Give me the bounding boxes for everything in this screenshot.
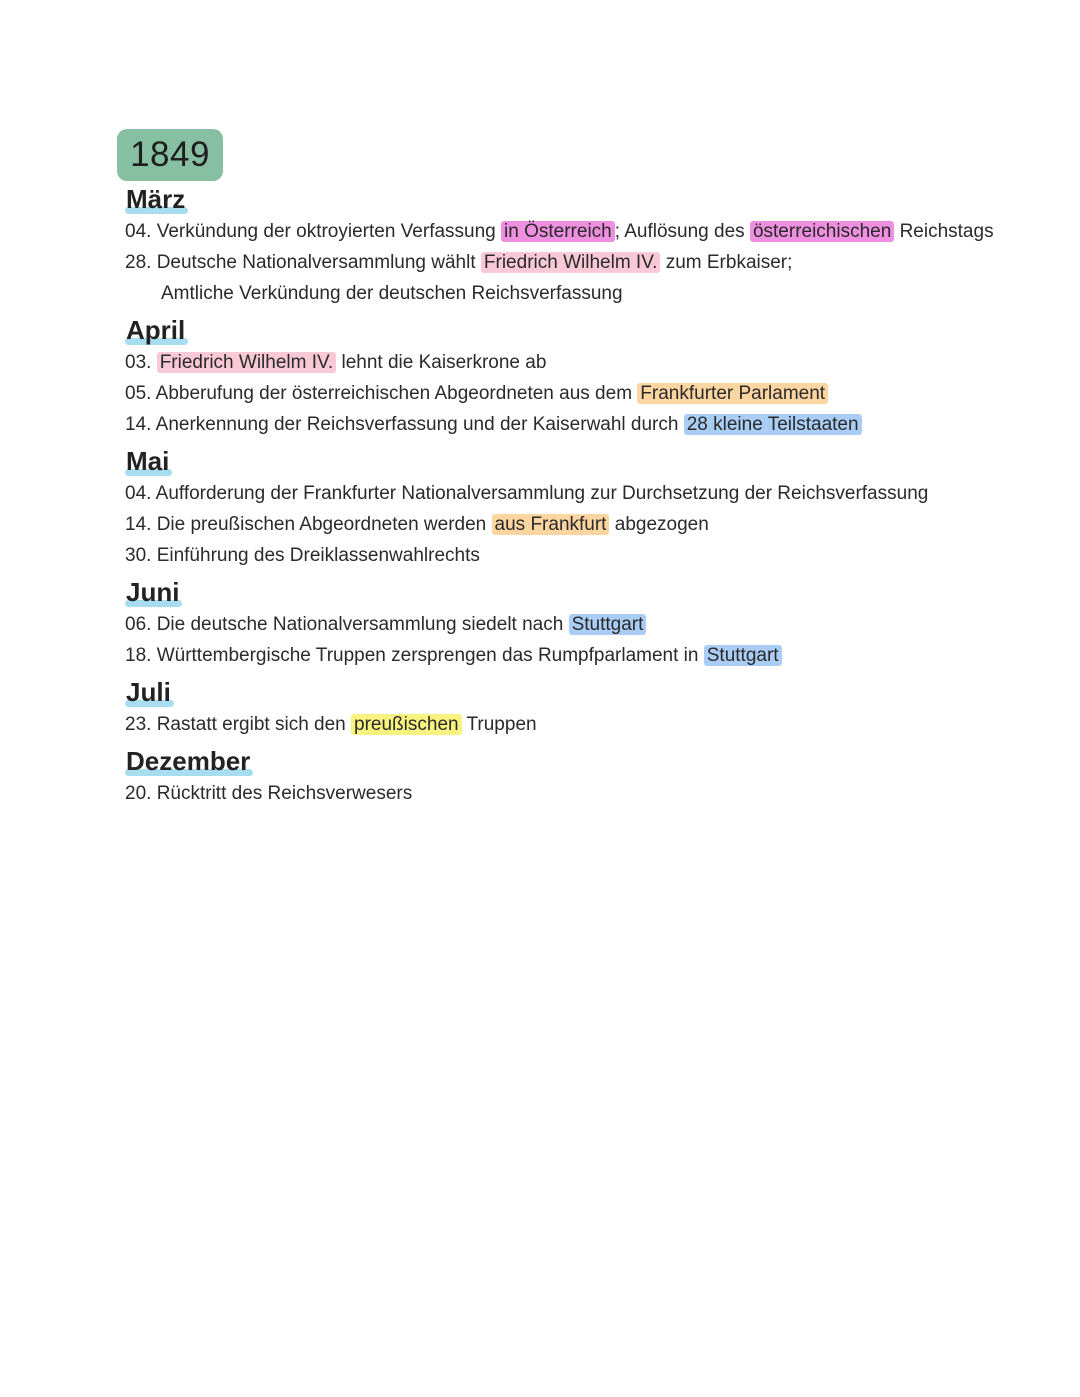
entry-text: 28. Deutsche Nationalversammlung wählt bbox=[125, 252, 481, 273]
highlighted-text: Friedrich Wilhelm IV. bbox=[157, 352, 337, 373]
highlighted-text: Friedrich Wilhelm IV. bbox=[481, 252, 661, 273]
year-badge: 1849 bbox=[117, 129, 223, 181]
entry-text: 14. Die preußischen Abgeordneten werden bbox=[125, 514, 492, 535]
month-section bbox=[125, 442, 1045, 571]
timeline-entry bbox=[125, 478, 1045, 509]
entry-text: 03. bbox=[125, 352, 157, 373]
entry-text: zum Erbkaiser; bbox=[660, 252, 793, 273]
highlighted-text: 28 kleine Teilstaaten bbox=[684, 414, 862, 435]
highlighted-text: Frankfurter Parlament bbox=[637, 383, 828, 404]
entry-text: 06. Die deutsche Nationalversammlung siedelt nach bbox=[125, 614, 569, 635]
month-section bbox=[125, 673, 1045, 740]
entry-text: Reichstags bbox=[894, 221, 994, 242]
entry-text: Amtliche Verkündung der deutschen Reichsverfassung bbox=[161, 283, 623, 304]
entry-text: abgezogen bbox=[609, 514, 709, 535]
month-section bbox=[125, 573, 1045, 671]
entry-text: 20. Rücktritt des Reichsverwesers bbox=[125, 783, 413, 804]
timeline bbox=[125, 180, 1045, 811]
entry-text: 30. Einführung des Dreiklassenwahlrechts bbox=[125, 545, 480, 566]
highlighted-text: preußischen bbox=[351, 714, 462, 735]
entry-text: ; Auflösung des bbox=[614, 221, 750, 242]
month-heading: Mai bbox=[125, 444, 172, 478]
month-heading: Juli bbox=[125, 675, 174, 709]
highlighted-text: in Österreich bbox=[501, 221, 615, 242]
entry-text: 04. Verkündung der oktroyierten Verfassung bbox=[125, 221, 502, 242]
highlighted-text: Stuttgart bbox=[569, 614, 647, 635]
entry-text: lehnt die Kaiserkrone ab bbox=[336, 352, 547, 373]
timeline-entry bbox=[125, 640, 1045, 671]
timeline-entry bbox=[125, 216, 1045, 247]
timeline-entry bbox=[125, 540, 1045, 571]
timeline-entry bbox=[125, 409, 1045, 440]
entry-text: Truppen bbox=[461, 714, 537, 735]
entry-text: 23. Rastatt ergibt sich den bbox=[125, 714, 352, 735]
timeline-entry bbox=[125, 609, 1045, 640]
month-section bbox=[125, 311, 1045, 440]
highlighted-text: Stuttgart bbox=[704, 645, 782, 666]
highlighted-text: aus Frankfurt bbox=[492, 514, 610, 535]
timeline-entry bbox=[125, 509, 1045, 540]
timeline-entry bbox=[125, 347, 1045, 378]
month-heading: Juni bbox=[125, 575, 182, 609]
month-heading: März bbox=[125, 182, 188, 216]
timeline-entry bbox=[125, 278, 1045, 309]
timeline-entry bbox=[125, 709, 1045, 740]
month-section bbox=[125, 742, 1045, 809]
entry-text: 04. Aufforderung der Frankfurter Nationalversammlung zur Durchsetzung der Reichsverfassung bbox=[125, 483, 929, 504]
month-section bbox=[125, 180, 1045, 309]
entry-text: 05. Abberufung der österreichischen Abgeordneten aus dem bbox=[125, 383, 638, 404]
highlighted-text: österreichischen bbox=[750, 221, 894, 242]
month-heading: April bbox=[125, 313, 188, 347]
timeline-entry bbox=[125, 378, 1045, 409]
month-heading: Dezember bbox=[125, 744, 253, 778]
timeline-entry bbox=[125, 247, 1045, 278]
entry-text: 14. Anerkennung der Reichsverfassung und der Kaiserwahl durch bbox=[125, 414, 684, 435]
timeline-entry bbox=[125, 778, 1045, 809]
entry-text: 18. Württembergische Truppen zersprengen das Rumpfparlament in bbox=[125, 645, 704, 666]
